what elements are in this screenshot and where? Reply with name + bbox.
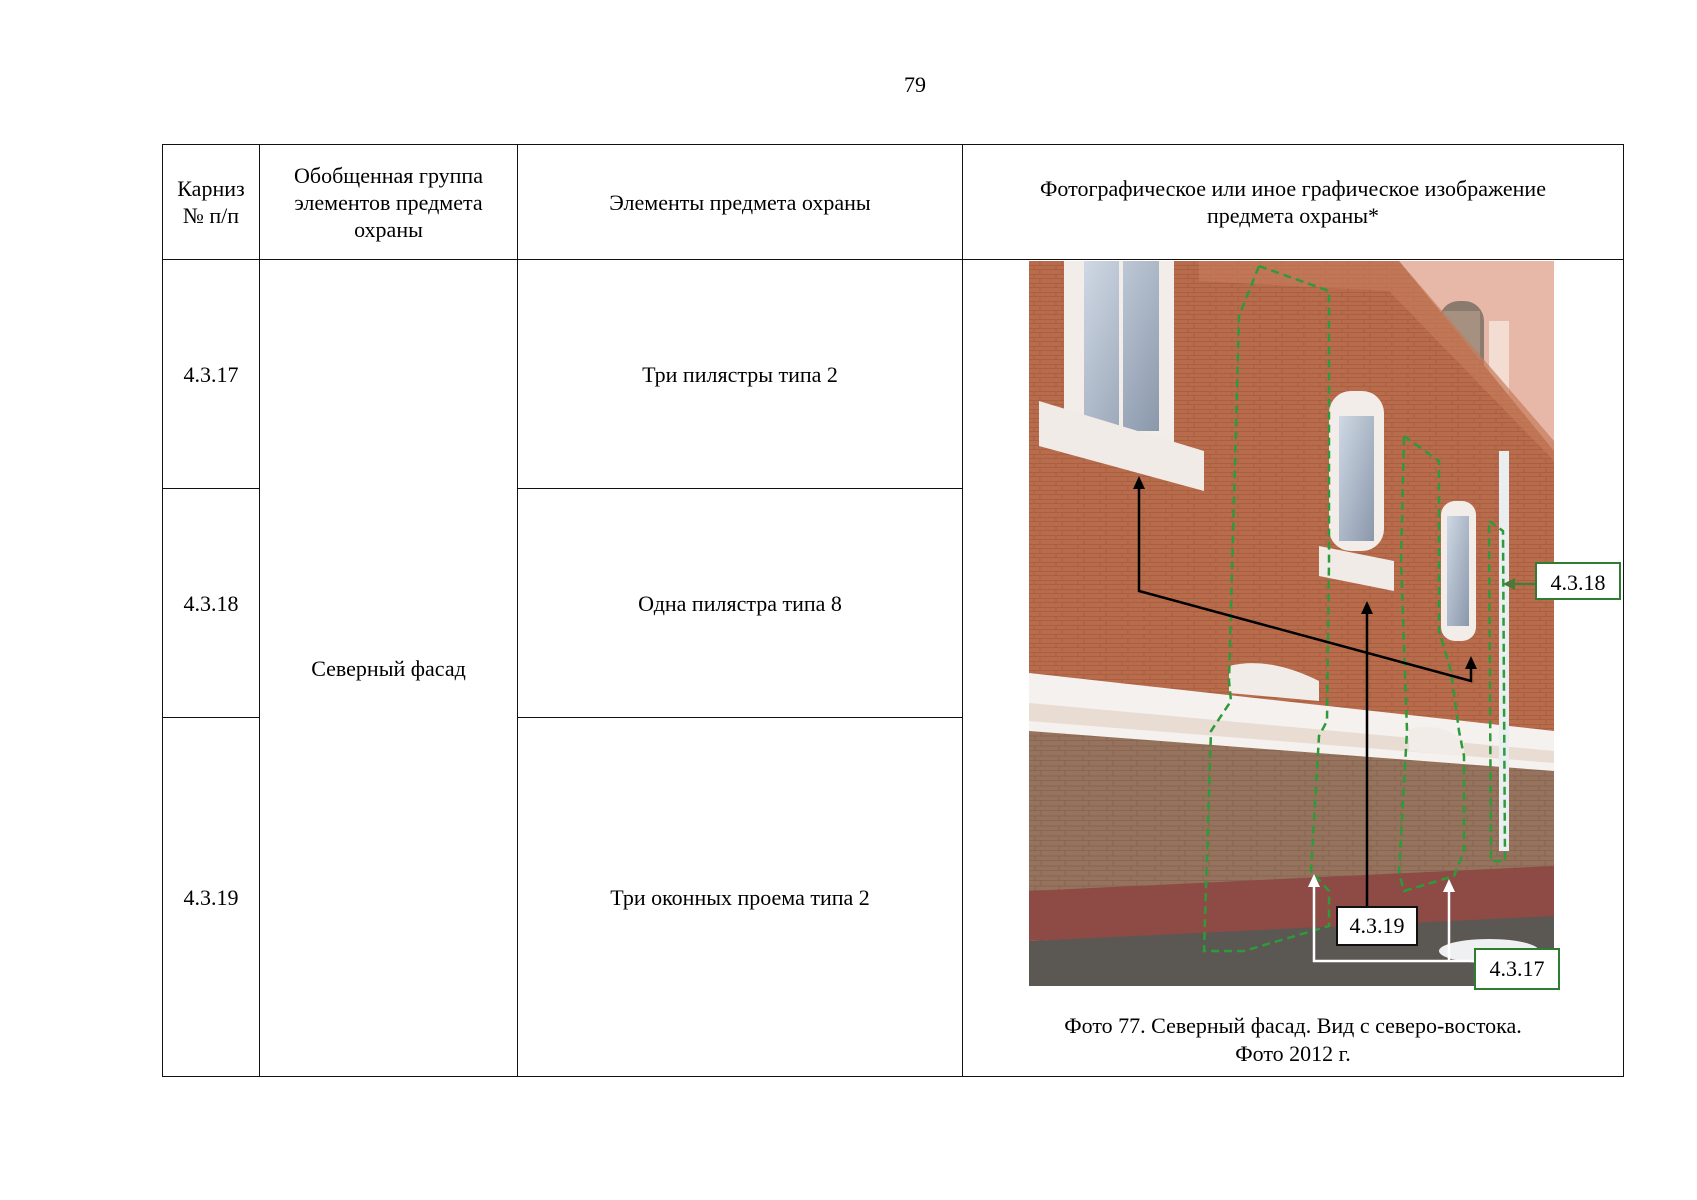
facade-photo-illustration (1029, 261, 1554, 986)
header-group: Обобщенная группа элементов предмета охраны (260, 145, 518, 260)
header-elements: Элементы предмета охраны (518, 145, 963, 260)
row-element: Одна пилястра типа 8 (518, 489, 963, 718)
label-4-3-19: 4.3.19 (1336, 906, 1418, 946)
label-4-3-18: 4.3.18 (1535, 562, 1621, 600)
page-number: 79 (904, 72, 926, 97)
facade-photo (1029, 261, 1554, 986)
row-number: 4.3.17 (163, 260, 260, 489)
header-photo: Фотографическое или иное графическое изображение предмета охраны* (963, 145, 1624, 260)
caption-line-2: Фото 2012 г. (1235, 1041, 1351, 1066)
header-number: Карниз № п/п (163, 145, 260, 260)
row-number: 4.3.19 (163, 718, 260, 1077)
caption-line-1: Фото 77. Северный фасад. Вид с северо-востока. (1064, 1013, 1522, 1038)
row-number: 4.3.18 (163, 489, 260, 718)
photo-cell (963, 260, 1624, 1077)
row-element: Три оконных проема типа 2 (518, 718, 963, 1077)
protection-elements-table (162, 144, 1624, 1077)
label-4-3-17: 4.3.17 (1474, 948, 1560, 990)
group-cell: Северный фасад (260, 260, 518, 1077)
photo-caption (963, 1012, 1623, 1068)
table-header-row (163, 145, 1624, 260)
table-row (163, 260, 1624, 489)
row-element: Три пилястры типа 2 (518, 260, 963, 489)
